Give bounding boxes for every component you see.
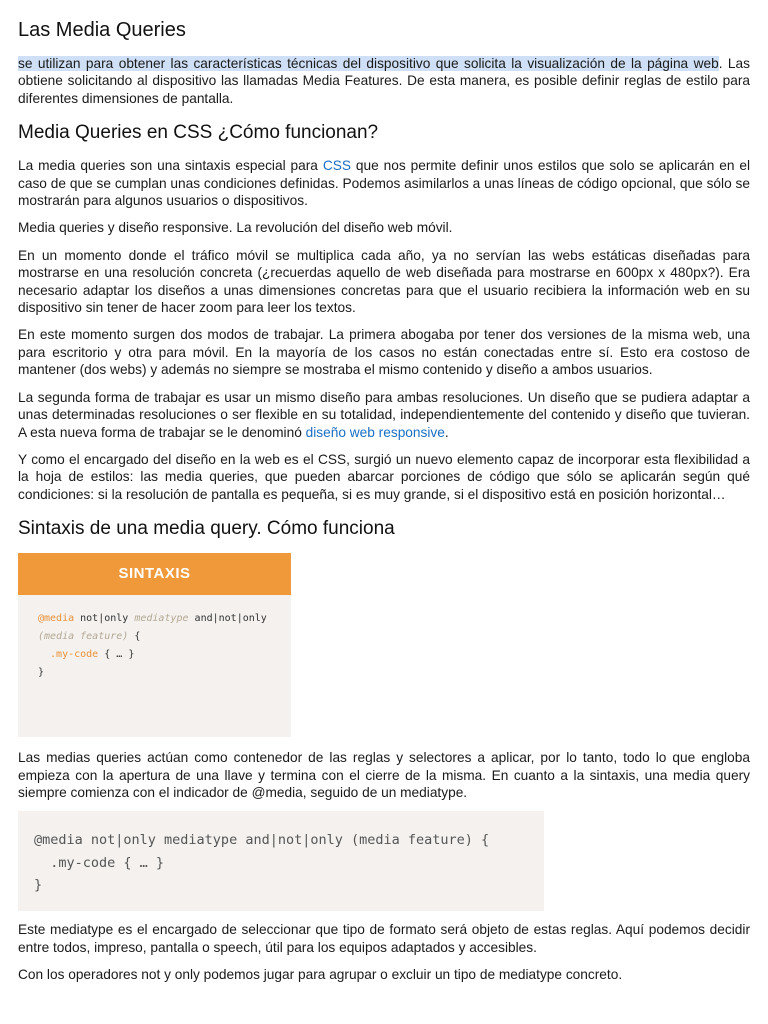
paragraph-responsive-intro: Media queries y diseño responsive. La revolución del diseño web móvil. bbox=[18, 220, 453, 236]
paragraph-containers: Las medias queries actúan como contenedor de las reglas y selectores a aplicar, por lo tanto, todo lo que engloba empieza con la apertura de una llave y termina con el cierre de la misma. En cuanto a la sintaxis, una media query siempre comienza con el indicador de @media, seguido de un mediatype. bbox=[18, 750, 750, 800]
code-line-3: } bbox=[34, 877, 43, 894]
code-token: mediatype bbox=[134, 613, 189, 625]
paragraph-mediatype: Este mediatype es el encargado de seleccionar que tipo de formato será objeto de estas reglas. Aquí podemos decidir entre todos, impreso, pantalla o speech, útil para los equipos adaptados y accesibles. bbox=[18, 922, 750, 955]
selected-text: se utilizan para obtener las características técnicas del dispositivo que solicita la visualización de la página web bbox=[18, 56, 719, 71]
paragraph-operators: Con los operadores not y only podemos jugar para agrupar o excluir un tipo de mediatype concreto. bbox=[18, 967, 623, 983]
code-token: @media bbox=[38, 613, 75, 625]
paragraph-second-way bbox=[18, 389, 750, 441]
text: La media queries son una sintaxis especial para bbox=[18, 158, 323, 174]
code-block bbox=[18, 811, 544, 911]
paragraph-css bbox=[18, 157, 750, 209]
code-token: and|not|only bbox=[188, 613, 267, 625]
intro-rest: . Las obtiene solicitando al dispositivo las llamadas Media Features. De esta manera, es posible definir reglas de estilo para diferentes dimensiones de pantalla. bbox=[18, 56, 750, 106]
text: . bbox=[444, 424, 449, 440]
intro-paragraph bbox=[18, 55, 750, 107]
code-token: { bbox=[128, 631, 141, 643]
sintaxis-title: SINTAXIS bbox=[18, 553, 291, 595]
sintaxis-image bbox=[18, 553, 291, 737]
code-line-1: @media not|only mediatype and|not|only (media feature) { bbox=[34, 832, 490, 849]
section-heading-syntax: Sintaxis de una media query. Cómo funciona bbox=[18, 518, 395, 540]
code-token: (media feature) bbox=[38, 631, 129, 643]
paragraph-css-media-queries: Y como el encargado del diseño en la web es el CSS, surgió un nuevo elemento capaz de incorporar esta flexibilidad a la hoja de estilos: las media queries, que pueden abarcar porciones de código que sólo se aplicarán según qué condiciones: si la resolución de pantalla es pequeña, si es muy grande, si el dispositivo está en posición horizontal… bbox=[18, 451, 750, 502]
responsive-link[interactable]: diseño web responsive bbox=[305, 424, 445, 440]
sintaxis-code bbox=[18, 595, 291, 697]
code-token: { … } bbox=[98, 649, 135, 661]
css-link[interactable]: CSS bbox=[322, 158, 351, 174]
code-token: not|only bbox=[74, 613, 135, 625]
code-token: .my-code bbox=[38, 649, 99, 661]
paragraph-two-modes: En este momento surgen dos modos de trabajar. La primera abogaba por tener dos versiones de la misma web, una para escritorio y otra para móvil. En la mayoría de los casos no están conectadas entre sí. Esto era costoso de mantener (dos webs) y además no siempre se mostraba el mismo contenido y diseño a ambos usuarios. bbox=[18, 327, 750, 378]
code-line-2: .my-code { … } bbox=[34, 854, 165, 871]
text: La segunda forma de trabajar es usar un mismo diseño para ambas resoluciones. Un diseño que se pudiera adaptar a unas determinadas resoluciones o ser flexible en su totalidad, independientemente del contenido y diseño que tuvieran. A esta nueva forma de trabajar se le denominó bbox=[18, 389, 750, 440]
text: que nos permite definir unos estilos que solo se aplicarán en el caso de que se cumplan unas condiciones definidas. Podemos asimilarlos a unas líneas de código opcional, que sólo se mostrarán para algunos usuarios o dispositivos. bbox=[18, 158, 751, 209]
section-heading-how: Media Queries en CSS ¿Cómo funcionan? bbox=[18, 122, 379, 144]
paragraph-mobile-traffic: En un momento donde el tráfico móvil se multiplica cada año, ya no servían las webs estáticas diseñadas para mostrarse en una resolución concreta (¿recuerdas aquello de web diseñada para mostrarse en 600px x 480px?). Era necesario adaptar los diseños a unas dimensiones concretas para que el usuario recibiera la información web en su dispositivo sin tener de hacer zoom para leer los textos. bbox=[18, 247, 750, 316]
page-title: Las Media Queries bbox=[18, 19, 186, 41]
code-token: } bbox=[38, 667, 45, 679]
